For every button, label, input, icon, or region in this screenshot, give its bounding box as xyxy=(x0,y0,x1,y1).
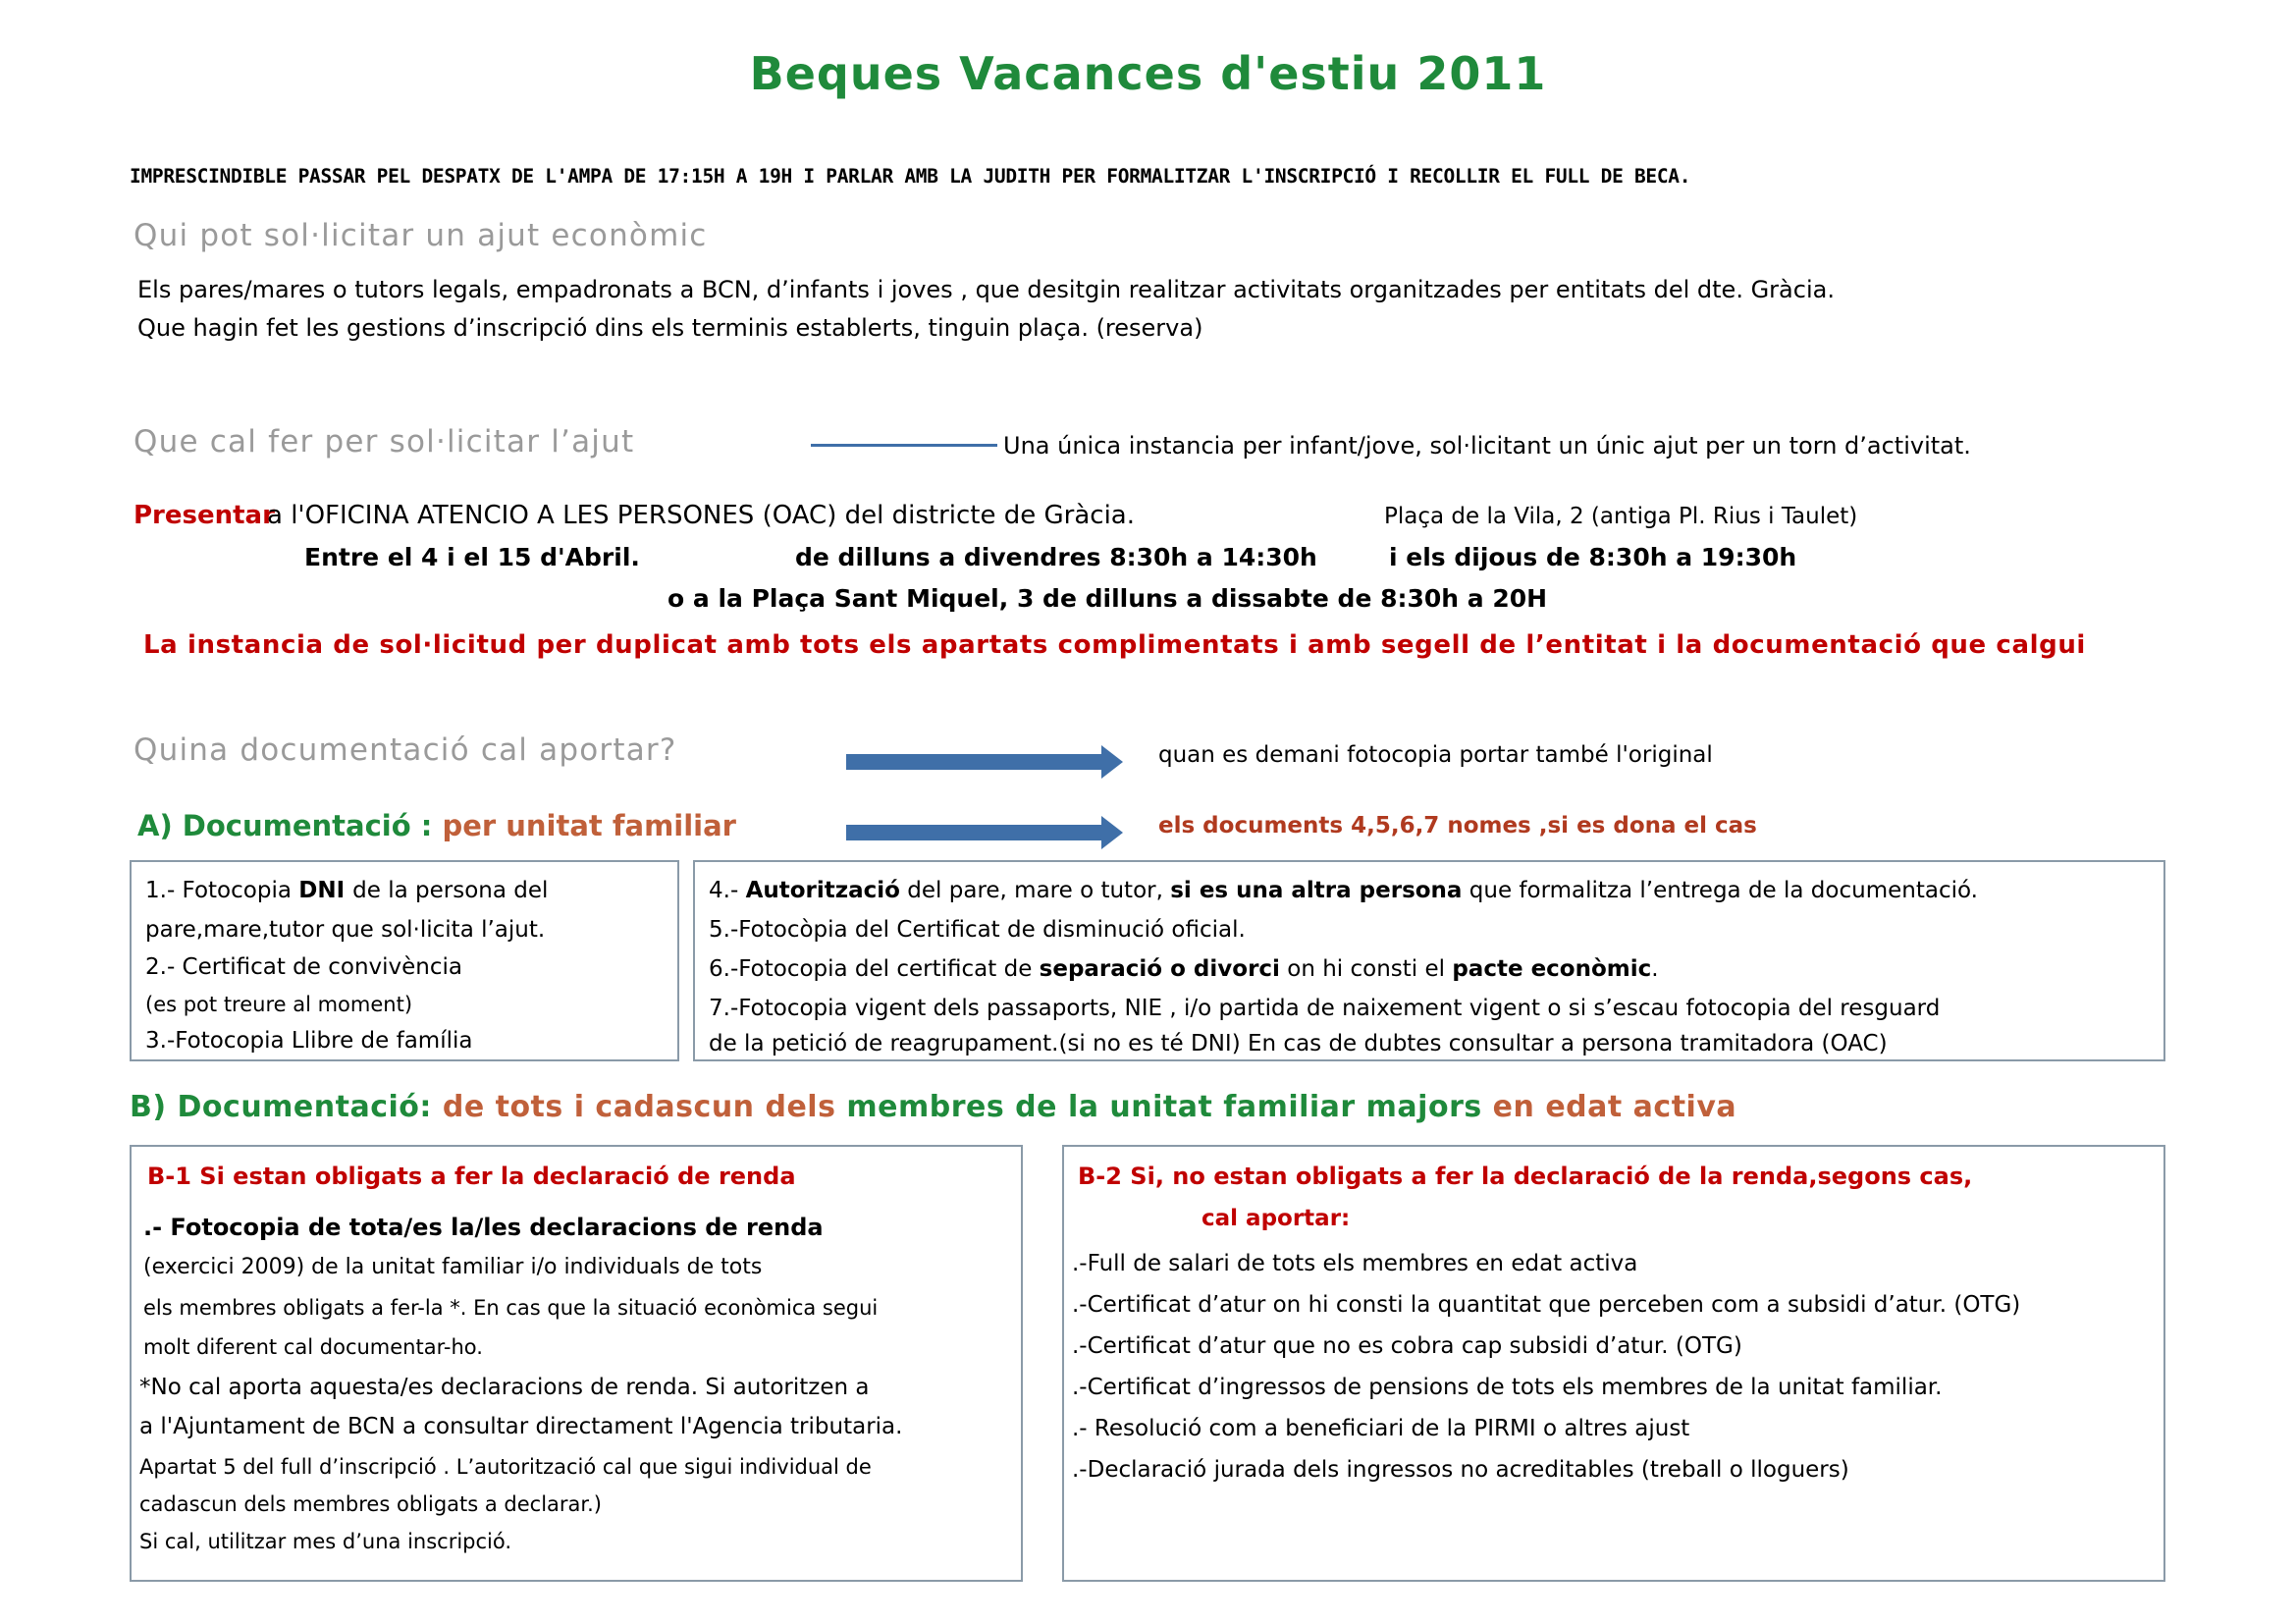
blue-arrow-icon-1 xyxy=(846,754,1101,770)
section-b-heading-p2: de tots i cadascun dels xyxy=(442,1090,847,1124)
presentar-label: Presentar xyxy=(133,501,275,530)
box-a-left-line-2: pare,mare,tutor que sol·licita l’ajut. xyxy=(145,917,546,943)
box-a-right-line-7b: de la petició de reagrupament.(si no es té DNI) En cas de dubtes consultar a persona tramitadora (OAC) xyxy=(709,1031,1888,1056)
box-b2-line-3: .-Certificat d’atur que no es cobra cap subsidi d’atur. (OTG) xyxy=(1072,1333,1742,1359)
section1-line2: Que hagin fet les gestions d’inscripció dins els terminis establerts, tinguin plaça. (reserva) xyxy=(137,314,1203,342)
section3-arrow-note-1: quan es demani fotocopia portar també l'original xyxy=(1158,742,1713,768)
box-b2-line-2: .-Certificat d’atur on hi consti la quantitat que perceben com a subsidi d’atur. (OTG) xyxy=(1072,1292,2021,1318)
box-a-left-line-1: 1.- Fotocopia DNI de la persona del xyxy=(145,878,549,903)
section-a-heading-orange: per unitat familiar xyxy=(442,809,736,842)
box-b1-line-3: els membres obligats a fer-la *. En cas que la situació econòmica segui xyxy=(143,1296,879,1320)
box-b1-line-5: *No cal aporta aquesta/es declaracions de renda. Si autoritzen a xyxy=(139,1375,870,1400)
box-a-left-line-4: (es pot treure al moment) xyxy=(145,993,413,1016)
presentar-schedule-thursday: i els dijous de 8:30h a 19:30h xyxy=(1389,543,1797,571)
box-a-right-line-4: 4.- Autorització del pare, mare o tutor, si es una altra persona que formalitza l’entrega de la documentació. xyxy=(709,878,1978,903)
box-b2-line-5: .- Resolució com a beneficiari de la PIRMI o altres ajust xyxy=(1072,1416,1690,1441)
box-a-right-line-6: 6.-Fotocopia del certificat de separació o divorci on hi consti el pacte econòmic. xyxy=(709,956,1659,982)
box-a-left-line-3: 2.- Certificat de convivència xyxy=(145,954,463,980)
section-heading-que-cal-fer: Que cal fer per sol·licitar l’ajut xyxy=(133,424,635,460)
presentar-red-note: La instancia de sol·licitud per duplicat amb tots els apartats complimentats i amb segell de l’entitat i la documentació que calgui xyxy=(143,630,2086,660)
box-b2 xyxy=(1062,1145,2165,1582)
section-b-heading-p1: B) Documentació: xyxy=(130,1090,443,1124)
box-b2-title: B-2 Si, no estan obligats a fer la declaració de la renda,segons cas, xyxy=(1078,1163,1973,1190)
presentar-schedule-weekday: de dilluns a divendres 8:30h a 14:30h xyxy=(795,543,1317,571)
thin-connector-line-icon xyxy=(811,444,997,447)
section-heading-qui-pot-sollicitar: Qui pot sol·licitar un ajut econòmic xyxy=(133,218,708,253)
presentar-alt-place: o a la Plaça Sant Miquel, 3 de dilluns a dissabte de 8:30h a 20H xyxy=(667,584,1548,613)
page-title: Beques Vacances d'estiu 2011 xyxy=(749,47,1547,100)
section-b-heading xyxy=(130,1090,1736,1124)
presentar-address: Plaça de la Vila, 2 (antiga Pl. Rius i Taulet) xyxy=(1384,504,1858,529)
box-b2-line-6: .-Declaració jurada dels ingressos no acreditables (treball o lloguers) xyxy=(1072,1457,1849,1483)
section3-arrow-note-2: els documents 4,5,6,7 nomes ,si es dona el cas xyxy=(1158,813,1757,839)
presentar-dates: Entre el 4 i el 15 d'Abril. xyxy=(304,543,640,571)
box-b1-line-7: Apartat 5 del full d’inscripció . L’autorització cal que sigui individual de xyxy=(139,1455,872,1479)
section-b-heading-p3: membres de la unitat familiar majors xyxy=(846,1090,1493,1124)
box-a-left xyxy=(130,860,679,1061)
box-b2-line-4: .-Certificat d’ingressos de pensions de tots els membres de la unitat familiar. xyxy=(1072,1375,1943,1400)
section-heading-quina-documentacio: Quina documentació cal aportar? xyxy=(133,732,677,768)
box-b1-line-4: molt diferent cal documentar-ho. xyxy=(143,1335,483,1359)
box-b1-line-2: (exercici 2009) de la unitat familiar i/o individuals de tots xyxy=(143,1255,763,1279)
presentar-office: a l'OFICINA ATENCIO A LES PERSONES (OAC) del districte de Gràcia. xyxy=(267,501,1135,530)
box-b1-line-8: cadascun dels membres obligats a declarar.) xyxy=(139,1492,602,1516)
blue-arrow-icon-2 xyxy=(846,825,1101,840)
section2-arrow-note: Una única instancia per infant/jove, sol·licitant un únic ajut per un torn d’activitat. xyxy=(1003,432,1971,460)
box-b2-line-1: .-Full de salari de tots els membres en edat activa xyxy=(1072,1251,1638,1276)
box-b2-subtitle: cal aportar: xyxy=(1201,1206,1351,1231)
box-a-right-line-7a: 7.-Fotocopia vigent dels passaports, NIE , i/o partida de naixement vigent o si s’escau fotocopia del resguard xyxy=(709,996,1941,1021)
box-b1-line-9: Si cal, utilitzar mes d’una inscripció. xyxy=(139,1530,512,1553)
box-b1-title: B-1 Si estan obligats a fer la declaració de renda xyxy=(147,1163,796,1190)
box-a-left-line-5: 3.-Fotocopia Llibre de família xyxy=(145,1028,473,1054)
box-b1-line-6: a l'Ajuntament de BCN a consultar directament l'Agencia tributaria. xyxy=(139,1414,903,1439)
box-a-right-line-5: 5.-Fotocòpia del Certificat de disminució oficial. xyxy=(709,917,1246,943)
section-a-heading xyxy=(137,809,736,842)
section-a-heading-green: A) Documentació : xyxy=(137,809,443,842)
box-b1-line-1: .- Fotocopia de tota/es la/les declaracions de renda xyxy=(143,1214,824,1241)
section1-line1: Els pares/mares o tutors legals, empadronats a BCN, d’infants i joves , que desitgin realitzar activitats organitzades per entitats del dte. Gràcia. xyxy=(137,276,1835,303)
top-notice: IMPRESCINDIBLE PASSAR PEL DESPATX DE L'AMPA DE 17:15H A 19H I PARLAR AMB LA JUDITH PER FORMALITZAR L'INSCRIPCIÓ I RECOLLIR EL FULL DE BECA. xyxy=(130,165,1691,188)
section-b-heading-p4: en edat activa xyxy=(1492,1090,1737,1124)
box-b1 xyxy=(130,1145,1023,1582)
box-a-right xyxy=(693,860,2165,1061)
